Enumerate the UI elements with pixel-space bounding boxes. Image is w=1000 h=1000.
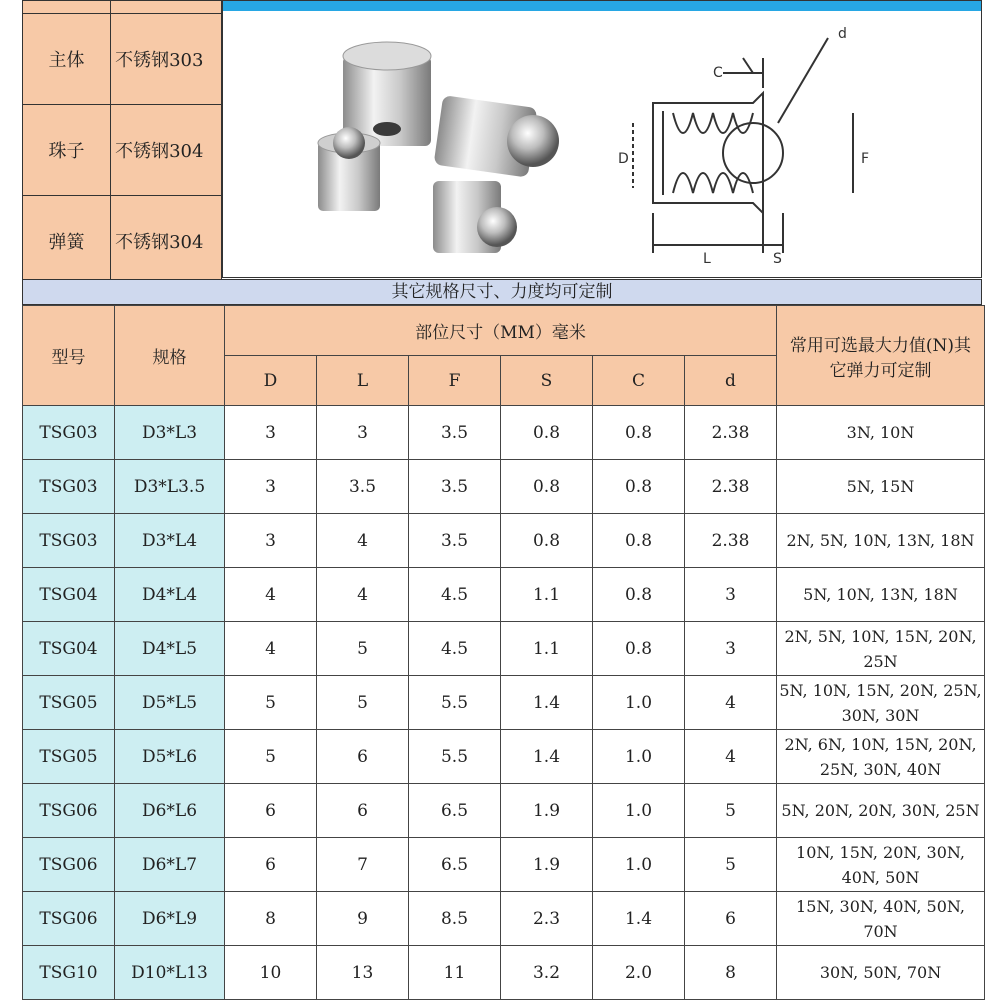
label-C: C [713,65,723,81]
cell-model: TSG03 [23,460,115,514]
cell-spec: D5*L5 [115,676,225,730]
part-material: 不锈钢304 [111,105,222,196]
cell-d: 4 [685,730,777,784]
table-row [23,838,985,892]
cell-d: 5 [225,730,317,784]
custom-spec-banner: 其它规格尺寸、力度均可定制 [22,279,982,305]
material-row [23,14,222,105]
cell-f: 4.5 [409,622,501,676]
table-row [23,622,985,676]
cell-c: 0.8 [593,514,685,568]
cell-model: TSG06 [23,784,115,838]
part-material: 不锈钢303 [111,14,222,105]
header-dim-S: S [501,356,593,406]
cell-l: 4 [317,568,409,622]
spec-table [22,305,985,1000]
cell-spec: D4*L5 [115,622,225,676]
part-name: 弹簧 [23,196,111,287]
cell-l: 13 [317,946,409,1000]
cell-l: 5 [317,622,409,676]
cell-force: 15N, 30N, 40N, 50N, 70N [777,892,985,946]
cell-d: 10 [225,946,317,1000]
cell-model: TSG04 [23,568,115,622]
material-section [22,0,982,278]
cell-d: 5 [685,784,777,838]
cell-force: 2N, 6N, 10N, 15N, 20N, 25N, 30N, 40N [777,730,985,784]
material-row [23,105,222,196]
cell-f: 4.5 [409,568,501,622]
cell-model: TSG03 [23,406,115,460]
cell-d: 3 [685,622,777,676]
cell-d: 2.38 [685,460,777,514]
cell-d: 2.38 [685,406,777,460]
cell-spec: D5*L6 [115,730,225,784]
cell-force: 2N, 5N, 10N, 15N, 20N, 25N [777,622,985,676]
table-row [23,730,985,784]
label-D: D [618,151,629,167]
cell-spec: D10*L13 [115,946,225,1000]
product-photo [293,31,623,261]
cell-f: 5.5 [409,730,501,784]
cell-model: TSG06 [23,838,115,892]
header-accent-bar [223,1,981,11]
cell-force: 10N, 15N, 20N, 30N, 40N, 50N [777,838,985,892]
cell-d: 8 [225,892,317,946]
cell-d: 8 [685,946,777,1000]
cell-d: 4 [225,568,317,622]
cell-s: 0.8 [501,460,593,514]
cell-f: 6.5 [409,838,501,892]
cell-s: 1.4 [501,676,593,730]
part-name: 主体 [23,14,111,105]
cell-c: 1.4 [593,892,685,946]
table-row [23,892,985,946]
header-dimensions: 部位尺寸（MM）毫米 [225,306,777,356]
table-row [23,676,985,730]
cell-d: 3 [225,514,317,568]
cell-l: 5 [317,676,409,730]
cell-c: 0.8 [593,406,685,460]
part-material: 不锈钢304 [111,196,222,287]
table-row [23,568,985,622]
cell-d: 6 [225,784,317,838]
cell-model: TSG03 [23,514,115,568]
material-table [22,0,222,287]
cell-l: 6 [317,730,409,784]
cell-d: 3 [225,406,317,460]
cell-force: 5N, 10N, 13N, 18N [777,568,985,622]
cell-s: 1.9 [501,784,593,838]
cell-force: 5N, 20N, 20N, 30N, 25N [777,784,985,838]
cell-model: TSG04 [23,622,115,676]
cell-d: 6 [225,838,317,892]
cell-l: 9 [317,892,409,946]
cell-model: TSG06 [23,892,115,946]
cell-spec: D4*L4 [115,568,225,622]
cell-model: TSG05 [23,676,115,730]
cell-s: 3.2 [501,946,593,1000]
header-dim-d: d [685,356,777,406]
cell-c: 0.8 [593,460,685,514]
cell-d: 4 [685,676,777,730]
cell-s: 0.8 [501,514,593,568]
label-F: F [861,151,870,167]
cell-f: 3.5 [409,460,501,514]
cell-d: 6 [685,892,777,946]
cell-c: 2.0 [593,946,685,1000]
cell-f: 6.5 [409,784,501,838]
cell-f: 3.5 [409,514,501,568]
table-row [23,460,985,514]
label-d: d [838,26,847,42]
cell-l: 3 [317,406,409,460]
cell-s: 1.1 [501,622,593,676]
cell-l: 6 [317,784,409,838]
material-row [23,196,222,287]
cell-spec: D3*L3.5 [115,460,225,514]
cell-f: 3.5 [409,406,501,460]
cell-spec: D6*L6 [115,784,225,838]
header-dim-D: D [225,356,317,406]
cell-l: 4 [317,514,409,568]
cell-s: 0.8 [501,406,593,460]
header-model: 型号 [23,306,115,406]
part-name: 珠子 [23,105,111,196]
cell-s: 2.3 [501,892,593,946]
cell-s: 1.9 [501,838,593,892]
cell-d: 3 [685,568,777,622]
cell-f: 11 [409,946,501,1000]
material-top-strip [23,1,111,14]
cell-c: 1.0 [593,838,685,892]
cell-d: 3 [225,460,317,514]
cell-d: 2.38 [685,514,777,568]
product-image-area [222,0,982,278]
cell-d: 5 [685,838,777,892]
table-row [23,514,985,568]
cell-force: 30N, 50N, 70N [777,946,985,1000]
cell-f: 5.5 [409,676,501,730]
cell-c: 0.8 [593,568,685,622]
cell-force: 2N, 5N, 10N, 13N, 18N [777,514,985,568]
cell-model: TSG10 [23,946,115,1000]
cell-c: 1.0 [593,676,685,730]
cell-force: 5N, 15N [777,460,985,514]
label-S: S [773,251,782,267]
cell-s: 1.4 [501,730,593,784]
cell-spec: D3*L4 [115,514,225,568]
table-row [23,946,985,1000]
cell-force: 3N, 10N [777,406,985,460]
cell-spec: D6*L7 [115,838,225,892]
cell-c: 1.0 [593,730,685,784]
header-dim-F: F [409,356,501,406]
cell-d: 5 [225,676,317,730]
technical-drawing [603,13,933,273]
label-L: L [703,251,711,267]
cell-spec: D3*L3 [115,406,225,460]
cell-c: 0.8 [593,622,685,676]
table-row [23,784,985,838]
cell-d: 4 [225,622,317,676]
cell-c: 1.0 [593,784,685,838]
header-spec: 规格 [115,306,225,406]
cell-model: TSG05 [23,730,115,784]
cell-l: 7 [317,838,409,892]
table-row [23,406,985,460]
header-dim-L: L [317,356,409,406]
cell-force: 5N, 10N, 15N, 20N, 25N, 30N, 30N [777,676,985,730]
header-force: 常用可选最大力值(N)其它弹力可定制 [777,306,985,406]
header-dim-C: C [593,356,685,406]
cell-s: 1.1 [501,568,593,622]
cell-l: 3.5 [317,460,409,514]
cell-spec: D6*L9 [115,892,225,946]
cell-f: 8.5 [409,892,501,946]
